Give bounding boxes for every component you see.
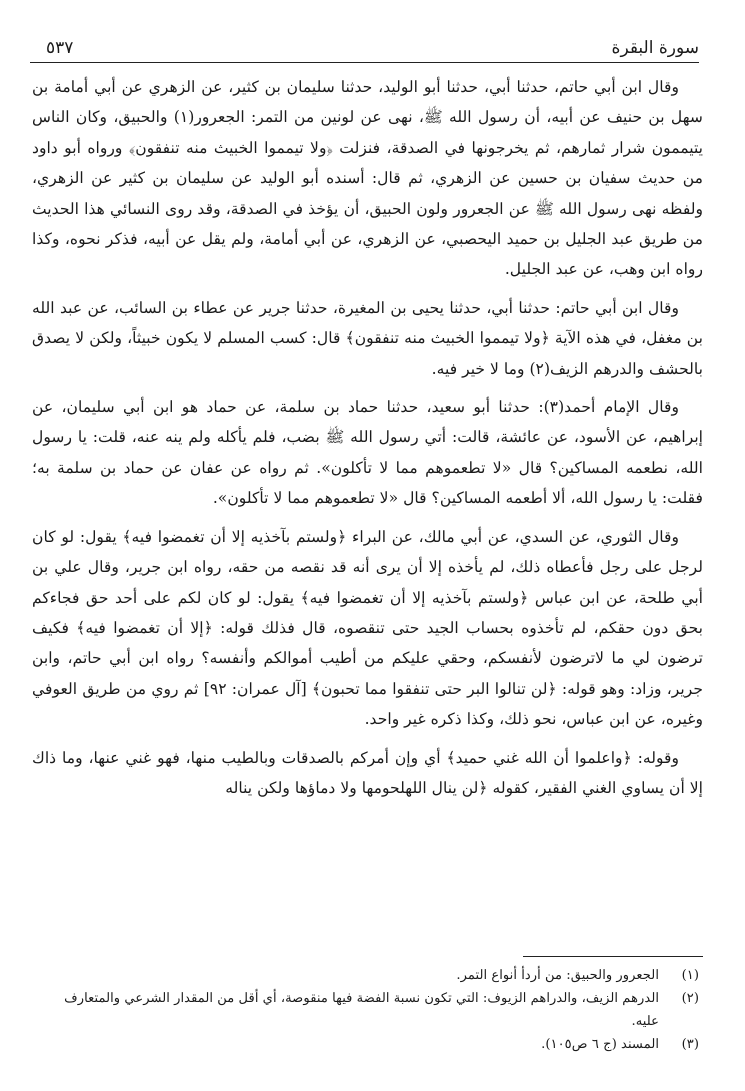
main-text: [32, 72, 703, 803]
header-divider: [30, 62, 699, 63]
running-header: [46, 30, 699, 58]
footnote-divider: [523, 956, 703, 957]
page-number: ٥٣٧: [46, 38, 74, 58]
footnote-number: (١): [681, 968, 699, 983]
footnote-1: [36, 964, 699, 987]
paragraph-4: وقال الثوري، عن السدي، عن أبي مالك، عن البراء ﴿ولستم بآخذيه إلا أن تغمضوا فيه﴾ يقول: لو كان لرجل على رجل فأعطاه ذلك، لم يأخذه إلا أن يرى أنه قد نقصه من حقه، رواه ابن جرير، وقال علي بن أبي طلحة، عن ابن عباس ﴿ولستم بآخذيه إلا أن تغمضوا فيه﴾ يقول: لو كان لكم على أحد حق فجاءكم بحق دون حقكم، لم تأخذوه بحساب الجيد حتى تنقصوه، قال فذلك قوله: ﴿إلا أن تغمضوا فيه﴾ فكيف ترضون لي ما لاترضون لأنفسكم، وحقي عليكم من أطيب أموالكم وأنفسه؟ رواه ابن أبي حاتم، وابن جرير، وزاد: وهو قوله: ﴿لن تنالوا البر حتى تنفقوا مما تحبون﴾ [آل عمران: ٩٢] ثم روي من طريق العوفي وغيره، عن ابن عباس، نحو ذلك، وكذا ذكره غير واحد.: [32, 527, 703, 729]
footnotes: [36, 964, 699, 1056]
footnote-text: الجعرور والحبيق: من أردأ أنواع التمر.: [456, 968, 659, 983]
paragraph-3: وقال الإمام أحمد(٣): حدثنا أبو سعيد، حدثنا حماد بن سلمة، عن حماد هو ابن أبي سليمان، عن إبراهيم، عن الأسود، عن عائشة، قالت: أتي رسول الله ﷺ بضب، فلم يأكله ولم ينه عنه، قلت: يا رسول الله، نطعمه المساكين؟ قال «لا تطعموهم مما لا تأكلون». ثم رواه عن عفان عن حماد بن سلمة به؛ فقلت: يا رسول الله، ألا أطعمه المساكين؟ قال «لا تطعموهم مما لا تأكلون».: [32, 398, 703, 508]
footnote-number: (٢): [681, 991, 699, 1006]
paragraph-2: وقال ابن أبي حاتم: حدثنا أبي، حدثنا يحيى بن المغيرة، حدثنا جرير عن عطاء بن السائب، عن عبد الله بن مغفل، في هذه الآية ﴿ولا تيمموا الخبيث منه تنفقون﴾ قال: كسب المسلم لا يكون خبيثاً، ولكن لا يصدق بالحشف والدرهم الزيف(٢) وما لا خير فيه.: [32, 298, 703, 378]
surah-title: سورة البقرة: [611, 38, 699, 58]
footnote-2: [36, 987, 699, 1033]
footnote-number: (٣): [681, 1037, 699, 1052]
paragraph-1: وقال ابن أبي حاتم، حدثنا أبي، حدثنا أبو الوليد، حدثنا سليمان بن كثير، عن الزهري عن أبي أمامة بن سهل بن حنيف عن أبيه، أن رسول الله ﷺ، نهى عن لونين من التمر: الجعرور(١) والحبيق، وكان الناس يتيممون شرار ثمارهم، ثم يخرجونها في الصدقة، فنزلت ﴿ولا تيمموا الخبيث منه تنفقون﴾ ورواه أبو داود من حديث سفيان بن حسين عن الزهري، ثم قال: أسنده أبو الوليد عن سليمان بن كثير عن الزهري، ولفظه نهى رسول الله ﷺ عن الجعرور ولون الحبيق، أن يؤخذ في الصدقة، وقد روى النسائي هذا الحديث من طريق عبد الجليل بن حميد اليحصبي، عن الزهري، عن أبي أمامة، ولم يقل عن أبيه، فذكر نحوه، وكذا رواه ابن وهب، عن عبد الجليل.: [32, 78, 703, 279]
footnote-text: المسند (ج ٦ ص١٠٥).: [541, 1037, 659, 1052]
footnote-text: الدرهم الزيف، والدراهم الزيوف: التي تكون نسبة الفضة فيها منقوصة، أي أقل من المقدار الشرعي والمتعارف عليه.: [64, 991, 659, 1029]
footnote-3: [36, 1033, 699, 1056]
paragraph-5: وقوله: ﴿واعلموا أن الله غني حميد﴾ أي وإن أمركم بالصدقات وبالطيب منها، فهو غني عنها، وما ذاك إلا أن يساوي الغني الفقير، كقوله ﴿لن ينال اللهلحومها ولا دماؤها ولكن يناله: [32, 748, 703, 797]
